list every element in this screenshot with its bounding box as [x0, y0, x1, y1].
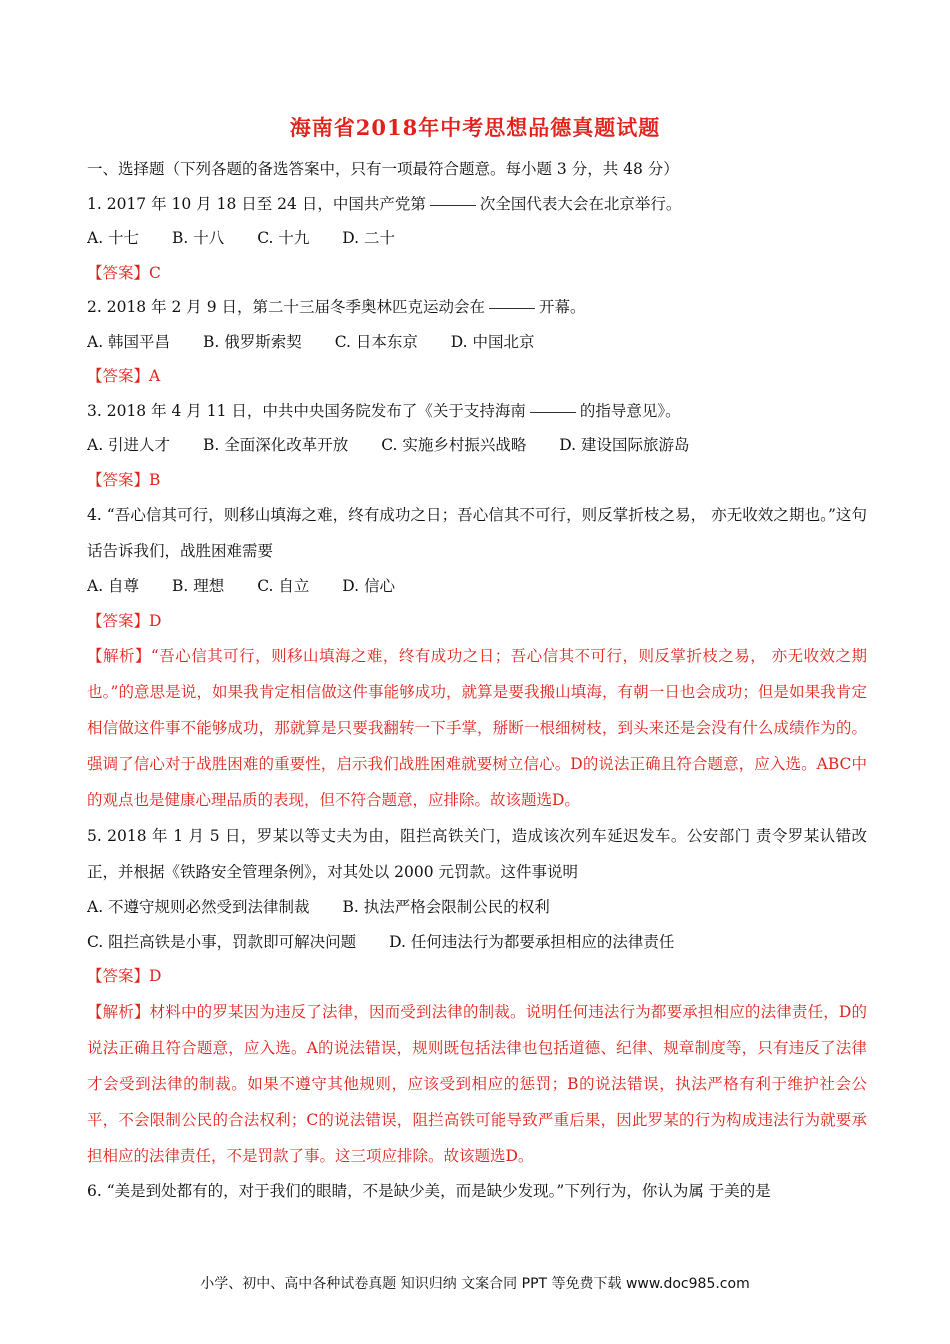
question-4-option-c: C. 自立 — [257, 577, 310, 595]
question-5-option-d: D. 任何违法行为都要承担相应的法律责任 — [389, 932, 675, 951]
page-footer: 小学、初中、高中各种试卷真题 知识归纳 文案合同 PPT 等免费下载 www.doc985.com — [200, 1276, 750, 1292]
question-4-option-a: A. 自尊 — [87, 577, 140, 595]
question-4-option-d: D. 信心 — [342, 577, 396, 595]
question-1-stem-end: 次全国代表大会在北京举行。 — [479, 194, 682, 213]
question-5-option-a: A. 不遵守规则必然受到法律制裁 — [87, 898, 310, 916]
question-4-stem: 4. “吾心信其可行，则移山填海之难，终有成功之日；吾心信其不可行，则反掌折枝之易， 亦无收效之期也。”这句话告诉我们，战胜困难需要 — [87, 506, 867, 560]
question-1-options — [87, 221, 867, 256]
question-2-stem — [87, 290, 867, 325]
analysis-tag: 【解析】 — [87, 647, 151, 665]
answer-tag: 【答案】 — [87, 367, 150, 385]
question-5-answer — [87, 959, 867, 994]
analysis-text: “吾心信其可行，则移山填海之难，终有成功之日；吾心信其不可行，则反掌折枝之易， 亦无收效之期也。”的意思是说，如果我肯定相信做这件事能够成功，就算是要我搬山填海，有朝一日也会成功；但是如果我肯定相信做这件事不能够成功，那就算是只要我翻转一下手掌，掰断一根细树枝，到头来还是会没有什么成绩作为的。强调了信心对于战胜困难的重要性，启示我们战胜困难就要树立信心。D的说法正确且符合题意，应入选。ABC中的观点也是健康心理品质的表现，但不符合题意，应排除。故该题选D。 — [87, 647, 867, 809]
question-2-answer — [87, 359, 867, 394]
answer-tag: 【答案】 — [87, 470, 150, 489]
question-1-answer — [87, 256, 867, 291]
question-3-options — [87, 428, 867, 463]
question-5-options-row-1 — [87, 890, 867, 925]
question-1-option-b: B. 十八 — [172, 229, 225, 247]
answer-tag: 【答案】 — [87, 263, 150, 282]
question-5-option-b: B. 执法严格会限制公民的权利 — [342, 898, 550, 916]
question-2-option-a: A. 韩国平昌 — [87, 332, 171, 351]
page-title: 海南省2018年中考思想品德真题试题 — [289, 115, 661, 140]
question-4-analysis — [87, 638, 867, 818]
answer-tag: 【答案】 — [87, 967, 150, 985]
question-1-blank — [430, 204, 476, 206]
answer-value: C — [149, 263, 161, 282]
answer-tag: 【答案】 — [87, 611, 150, 630]
answer-value: D — [149, 611, 162, 630]
question-3-option-c: C. 实施乡村振兴战略 — [381, 436, 527, 454]
question-2-option-b: B. 俄罗斯索契 — [203, 332, 302, 351]
question-3-option-d: D. 建设国际旅游岛 — [559, 436, 690, 454]
question-2-stem-start: 2. 2018 年 2 月 9 日，第二十三届冬季奥林匹克运动会在 — [87, 298, 486, 316]
question-4-option-b: B. 理想 — [172, 577, 225, 595]
question-5-option-c: C. 阻拦高铁是小事，罚款即可解决问题 — [87, 932, 357, 951]
question-2-stem-end: 开幕。 — [539, 298, 586, 316]
section-header: 一、选择题（下列各题的备选答案中，只有一项最符合题意。每小题 3 分，共 48 分） — [87, 160, 679, 178]
question-5-stem: 5. 2018 年 1 月 5 日，罗某以等丈夫为由，阻拦高铁关门，造成该次列车延迟发车。公安部门 责令罗某认错改正，并根据《铁路安全管理条例》，对其处以 2000 元罚款。这件事说明 — [87, 827, 867, 881]
question-2-options — [87, 325, 867, 360]
question-4-options — [87, 569, 867, 604]
question-3-option-a: A. 引进人才 — [87, 436, 171, 454]
question-3-option-b: B. 全面深化改革开放 — [203, 436, 349, 454]
question-6-stem: 6. “美是到处都有的，对于我们的眼睛，不是缺少美，而是缺少发现。”下列行为，你认为属 于美的是 — [87, 1181, 771, 1200]
exam-content — [87, 152, 867, 1208]
question-1-option-c: C. 十九 — [257, 229, 310, 247]
analysis-text: 材料中的罗某因为违反了法律，因而受到法律的制裁。说明任何违法行为都要承担相应的法律责任，D的说法正确且符合题意，应入选。A的说法错误，规则既包括法律也包括道德、纪律、规章制度等，只有违反了法律才会受到法律的制裁。如果不遵守其他规则，应该受到相应的惩罚；B的说法错误，执法严格有利于维护社会公平，不会限制公民的合法权利；C的说法错误，阻拦高铁可能导致严重后果，因此罗某的行为构成违法行为就要承担相应的法律责任，不是罚款了事。这三项应排除。故该题选D。 — [87, 1002, 867, 1165]
question-4-answer — [87, 604, 867, 639]
question-3-answer — [87, 463, 867, 498]
question-1-option-d: D. 二十 — [342, 229, 396, 247]
question-1-option-a: A. 十七 — [87, 229, 140, 247]
question-1-stem — [87, 187, 867, 222]
answer-value: A — [149, 367, 161, 385]
answer-value: D — [149, 967, 162, 985]
question-3-stem-start: 3. 2018 年 4 月 11 日，中共中央国务院发布了《关于支持海南 — [87, 401, 526, 420]
question-2-option-c: C. 日本东京 — [334, 332, 418, 351]
question-5-options-row-2 — [87, 925, 867, 960]
question-2-option-d: D. 中国北京 — [450, 332, 535, 351]
question-1-stem-start: 1. 2017 年 10 月 18 日至 24 日，中国共产党第 — [87, 194, 426, 213]
question-5-analysis — [87, 994, 867, 1174]
answer-value: B — [149, 470, 161, 489]
question-3-stem — [87, 394, 867, 429]
analysis-tag: 【解析】 — [87, 1002, 150, 1021]
question-3-stem-end: 的指导意见》。 — [579, 401, 681, 420]
question-2-blank — [489, 307, 535, 309]
question-3-blank — [530, 411, 576, 413]
